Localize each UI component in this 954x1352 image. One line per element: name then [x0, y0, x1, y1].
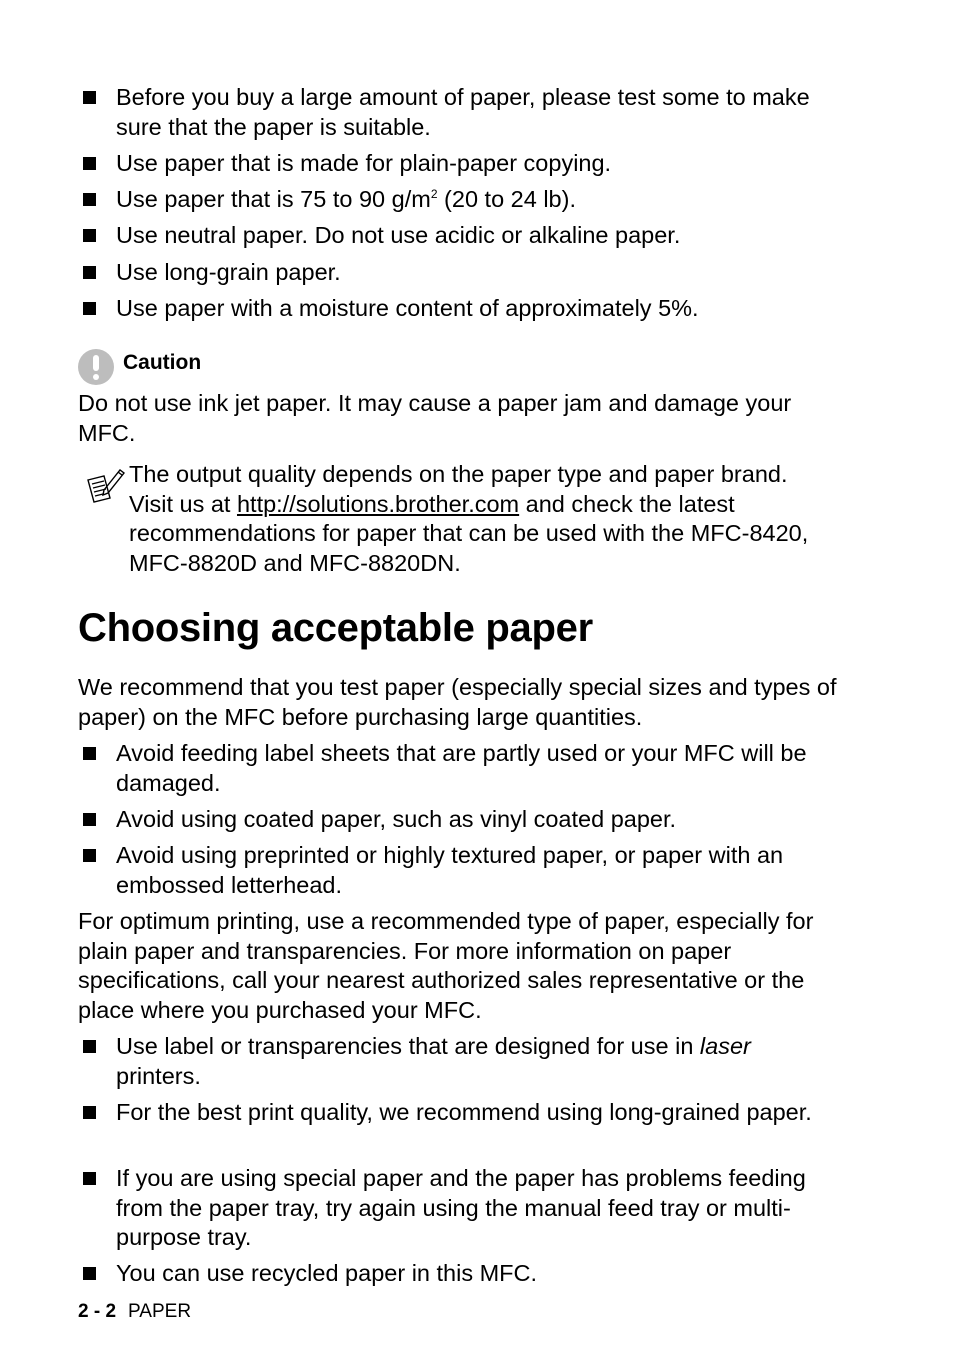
bullet-square-icon	[83, 302, 96, 315]
bullet-square-icon	[83, 193, 96, 206]
paper-weight-lb: (20 to 24 lb).	[437, 186, 576, 212]
note-pencil-icon	[82, 466, 126, 506]
bullet-square-icon	[83, 1172, 96, 1185]
list-item: Use paper that is made for plain-paper copying.	[78, 149, 838, 179]
list-item: Use label or transparencies that are designed for use in laser printers.	[78, 1032, 838, 1091]
bullet-square-icon	[83, 813, 96, 826]
intro-paragraph: We recommend that you test paper (especially special sizes and types of paper) on the MFC before purchasing large quantities.	[78, 674, 837, 730]
list-item: Avoid feeding label sheets that are partly used or your MFC will be damaged.	[78, 739, 838, 798]
bullet-square-icon	[83, 1106, 96, 1119]
bullet-square-icon	[83, 1040, 96, 1053]
page-footer	[78, 1301, 191, 1323]
caution-exclamation-icon	[78, 349, 114, 385]
list-item: For the best print quality, we recommend using long-grained paper.	[78, 1098, 838, 1128]
bullet-square-icon	[83, 157, 96, 170]
bullet-square-icon	[83, 747, 96, 760]
bullet-square-icon	[83, 229, 96, 242]
list-item: Avoid using preprinted or highly textured paper, or paper with an embossed letterhead.	[78, 841, 838, 900]
bullet-square-icon	[83, 849, 96, 862]
caution-label: Caution	[123, 351, 202, 374]
list-item: Use long-grain paper.	[78, 258, 838, 288]
bullet-square-icon	[83, 1267, 96, 1280]
paper-weight-text: Use paper that is 75 to 90 g/m	[116, 186, 431, 212]
list-item: If you are using special paper and the paper has problems feeding from the paper tray, try again using the manual feed tray or multi-purpose tray.	[78, 1164, 838, 1253]
footer-section-name: PAPER	[128, 1301, 192, 1322]
laser-emphasis: laser	[699, 1033, 751, 1059]
list-item: Use paper with a moisture content of approximately 5%.	[78, 294, 838, 324]
list-item: Use neutral paper. Do not use acidic or alkaline paper.	[78, 221, 838, 251]
section-title: Choosing acceptable paper	[78, 606, 593, 650]
caution-text: Do not use ink jet paper. It may cause a paper jam and damage your MFC.	[78, 390, 792, 446]
superscript: 2	[430, 187, 438, 201]
optimum-paragraph: For optimum printing, use a recommended type of paper, especially for plain paper and transparencies. For more information on paper specifications, call your nearest authorized sales representative or the place where you purchased your MFC.	[78, 908, 814, 1023]
bullet-square-icon	[83, 91, 96, 104]
note-text: The output quality depends on the paper type and paper brand. Visit us at http://solutions.brother.com and check the latest recommendations for paper that can be used with the MFC-8420, MFC-8820D and MFC-8820DN.	[129, 461, 809, 576]
bullet-square-icon	[83, 266, 96, 279]
list-item	[78, 185, 838, 215]
list-item: Avoid using coated paper, such as vinyl coated paper.	[78, 805, 838, 835]
page-number: 2 - 2	[78, 1301, 117, 1322]
list-item: You can use recycled paper in this MFC.	[78, 1259, 838, 1289]
list-item: Before you buy a large amount of paper, please test some to make sure that the paper is suitable.	[78, 83, 838, 142]
solutions-link[interactable]: http://solutions.brother.com	[236, 490, 520, 517]
